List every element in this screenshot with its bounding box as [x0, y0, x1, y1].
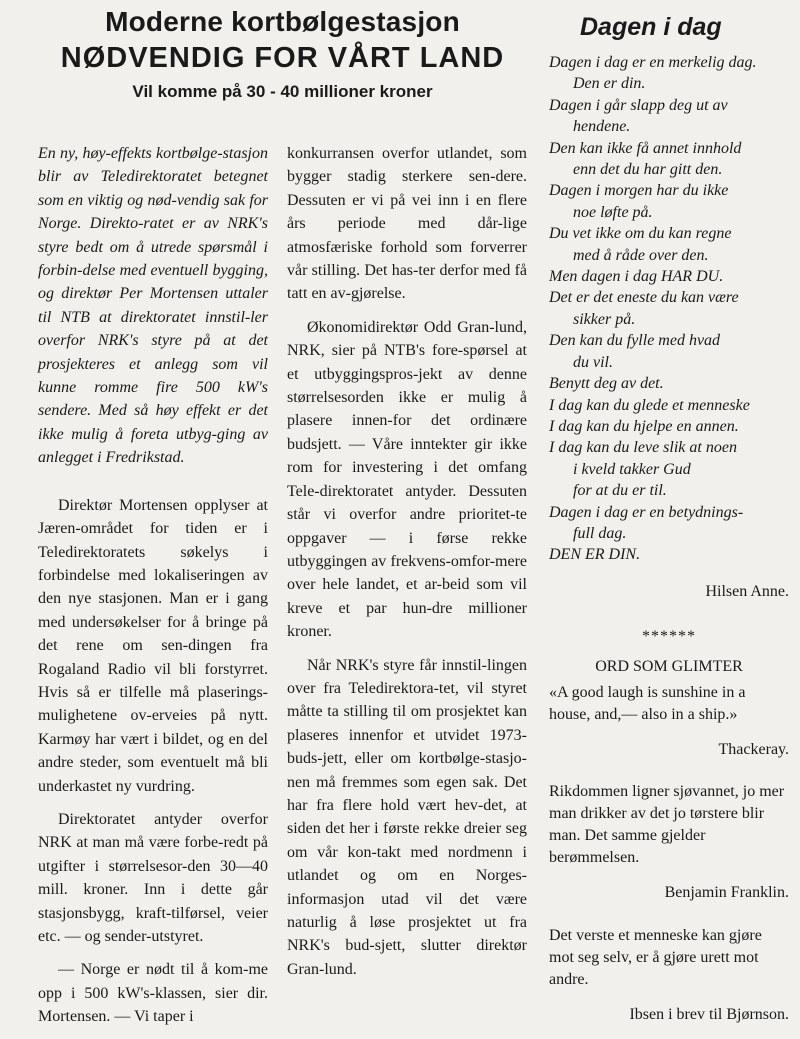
poem-line: hendene. [573, 118, 631, 136]
article-paragraph: — Norge er nødt til å kom-me opp i 500 kW's-klassen, sier dir. Mortensen. — Vi taper i [38, 961, 268, 1026]
poem-line: DEN ER DIN. [549, 546, 641, 564]
poem-line: i kveld takker Gud [573, 460, 691, 478]
poem-line: Benytt deg av det. [549, 375, 664, 393]
quote-text: Rikdommen ligner sjøvannet, jo mer man drikker av det jo tørstere blir man. Det samme gjelder berømmelsen. [549, 783, 785, 867]
right-column [549, 52, 789, 1026]
poem-line: I dag kan du leve slik at noen [549, 439, 737, 457]
poem-line: Den kan ikke få annet innhold [549, 139, 742, 157]
poem-signature: Hilsen Anne. [705, 582, 789, 600]
poem-line: Dagen i morgen har du ikke [549, 182, 729, 200]
poem-line: Dagen i dag er en merkelig dag. [549, 54, 757, 71]
poem-line: enn det du har gitt den. [573, 161, 723, 179]
poem-line: full dag. [573, 524, 627, 542]
headline-block [30, 4, 535, 104]
poem-title: Dagen i dag [580, 13, 722, 41]
article-paragraph: Direktør Mortensen opplyser at Jæren-området for tiden er i Teledirektoratets søkelys i forbindelse med lokaliseringen av den nye stasjonen. Man er i gang med undersøkelser for å bringe på det rene om sen-dingen fra Rogaland Radio vil bli forstyrret. Hvis så er tilfelle må plaserings-mulighetene ov-erveies på nytt. Karmøy har vært i bildet, og en del andre steder, som eventuelt må bli underkastet ny vurdring. [38, 496, 268, 795]
poem-line: I dag kan du hjelpe en annen. [549, 417, 739, 435]
quote-text: Det verste et menneske kan gjøre mot seg selv, er å gjøre urett mot andre. [549, 926, 762, 988]
subheadline: Vil komme på 30 - 40 millioner kroner [132, 82, 433, 101]
quote-author: Benjamin Franklin. [664, 884, 789, 902]
article-paragraph: Økonomidirektør Odd Gran-lund, NRK, sier på NTB's fore-spørsel at et utbyggingspros-jekt av denne størrelsesorden ikke er mulig å plasere innen-for det ordinære budsjett. — Våre inntekter gir ikke rom for investering i det omfang Tele-direktoratet antyder. Dessuten står vi overfor andre prioritet-te oppgaver — i førse rekke utbyggingen av frekvens-omfor-mere over hele landet, et ar-beid som vil kreve et par hun-dre millioner kroner. [287, 318, 527, 641]
poem-line: Men dagen i dag HAR DU. [549, 268, 724, 286]
headline-line-1: Moderne kortbølgestasjon [105, 6, 460, 37]
article-lead: En ny, høy-effekts kortbølge-stasjon blir av Teledirektoratet betegnet som en viktig og nød-vendig sak for Norge. Direkto-ratet er av NRK's styre bedt om å utrede spørsmål i forbin-delse med eventuell bygging, og direktør Per Mortensen uttaler til NTB at direktoratet innstil-ler overfor NRK's styre på at det prosjekteres et anlegg som vil kunne romme fire 500 kW's sendere. Med så høy effekt er det ikke mulig å foreta utbyg-ging av anlegget i Fredrikstad. [38, 145, 268, 467]
quotes-section-title: ORD SOM GLIMTER [595, 657, 743, 675]
poem-line: du vil. [573, 353, 613, 371]
quote-author: Ibsen i brev til Bjørnson. [629, 1005, 789, 1023]
poem-line: Dagen i går slapp deg ut av [549, 96, 728, 114]
poem-line: for at du er til. [573, 482, 667, 500]
poem-line: Du vet ikke om du kan regne [549, 225, 732, 243]
quote-author: Thackeray. [718, 740, 789, 758]
poem-line: Den kan du fylle med hvad [549, 332, 721, 350]
poem-line: Dagen i dag er en betydnings- [549, 503, 744, 521]
poem-line: med å råde over den. [573, 246, 709, 264]
poem-line: I dag kan du glede et menneske [549, 396, 750, 414]
poem-line: noe løfte på. [573, 203, 653, 221]
article-column-2 [287, 142, 527, 991]
separator-stars: ****** [642, 628, 696, 646]
poem-line: Det er det eneste du kan være [549, 289, 739, 307]
article-column-1 [38, 142, 268, 1039]
poem-line: sikker på. [573, 310, 636, 328]
article-paragraph: Direktoratet antyder overfor NRK at man må være forbe-redt på utgifter i størrelsesor-den 30—40 mill. kroner. Inn i dette går stasjonsbygg, kraft-tilførsel, veier etc. — og sender-utstyret. [38, 810, 268, 945]
poem-body [549, 52, 789, 566]
headline-line-2: NØDVENDIG FOR VÅRT LAND [60, 42, 505, 74]
article-paragraph: konkurransen overfor utlandet, som bygger stadig sterkere sen-dere. Dessuten er vi på vei inn i en flere års periode med dår-lige atmosfæriske forhold som forverrer vår stilling. Det has-ter derfor med få tatt en av-gjørelse. [287, 145, 527, 303]
article-paragraph: Når NRK's styre får innstil-lingen over fra Teledirektora-tet, vil styret måtte ta stilling til om prosjektet kan plaseres innenfor et utvidet 1973-buds-jett, eller om kortbølge-stasjo-nen må fremmes som egen sak. Det har fra flere hold vært hev-det, at siden det her i første rekke dreier seg om vår kon-takt med nordmenn i utlandet og om en Norges-informasjon utad vil det være naturlig å løse prosjektet ut fra NRK's bud-sjett, slutter direktør Gran-lund. [287, 656, 527, 978]
poem-line: Den er din. [573, 75, 646, 93]
quote-text: «A good laugh is sunshine in a house, and,— also in a ship.» [549, 683, 746, 723]
